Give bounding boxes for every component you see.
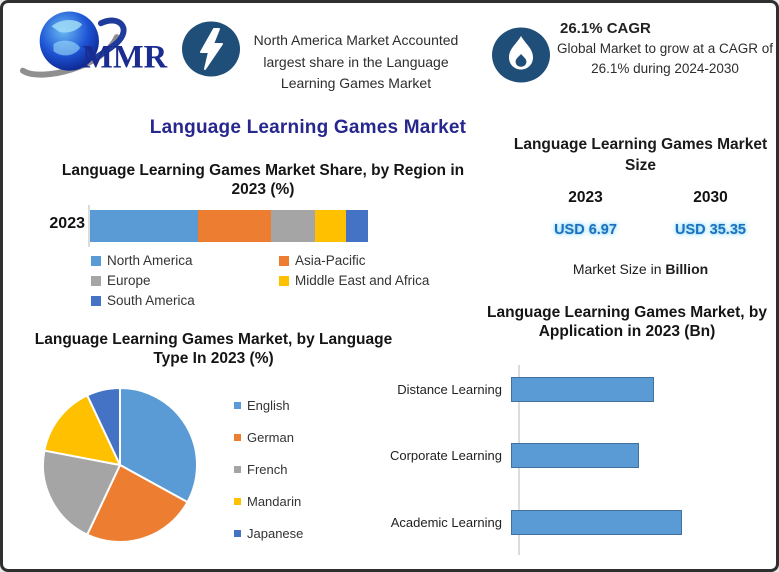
legend-label: South America (107, 293, 195, 308)
value-2030: USD 35.35 (675, 222, 746, 238)
legend-label: Europe (107, 273, 151, 288)
app-category-label: Distance Learning (397, 382, 502, 397)
legend-marker (234, 402, 241, 409)
app-row-distance-learning (383, 377, 775, 402)
legend-label: North America (107, 253, 193, 268)
header-highlight-text: North America Market Accounted largest share in the Language Learning Games Market (253, 32, 459, 92)
region-year-label: 2023 (49, 215, 85, 232)
legend-label: English (247, 397, 290, 413)
application-chart-title: Language Learning Games Market, by Application in 2023 (Bn) (487, 304, 767, 341)
legend-label: Japanese (247, 525, 304, 541)
region-stacked-bar (90, 210, 368, 242)
legend-item-english (234, 389, 354, 421)
legend-item-europe (91, 273, 279, 288)
bar-segment-middle-east-and-africa (315, 210, 346, 242)
legend-label: French (247, 461, 288, 477)
logo-text: MMR (82, 39, 168, 76)
market-size-note-prefix: Market Size in (572, 261, 666, 277)
app-plot-area (511, 510, 766, 535)
region-legend (91, 253, 463, 308)
legend-marker (234, 434, 241, 441)
legend-marker (91, 256, 101, 266)
page-title: Language Learning Games Market (149, 117, 467, 138)
legend-label: Asia-Pacific (295, 253, 366, 268)
legend-marker (91, 296, 101, 306)
legend-item-asia-pacific (279, 253, 463, 268)
app-row-academic-learning (383, 510, 775, 535)
language-type-pie (40, 385, 200, 545)
legend-label: German (247, 429, 294, 445)
flame-icon (491, 26, 551, 84)
app-bar-corporate-learning (511, 443, 639, 468)
bar-segment-asia-pacific (198, 210, 270, 242)
lightning-icon (181, 20, 241, 78)
year-2023-label: 2023 (568, 189, 603, 206)
app-plot-area (511, 443, 766, 468)
app-row-corporate-learning (383, 443, 775, 468)
year-2030-label: 2030 (693, 189, 728, 206)
legend-marker (91, 276, 101, 286)
legend-marker (234, 530, 241, 537)
market-size-years (523, 189, 773, 207)
legend-marker (234, 466, 241, 473)
pie-legend (234, 389, 354, 549)
legend-item-north-america (91, 253, 279, 268)
legend-label: Mandarin (247, 493, 302, 509)
legend-item-middle-east-and-africa (279, 273, 463, 288)
cagr-body: Global Market to grow at a CAGR of 26.1% during 2024-2030 (556, 41, 774, 76)
market-size-note-unit: Billion (665, 261, 709, 277)
legend-item-german (234, 421, 354, 453)
market-size-note (508, 261, 773, 277)
legend-marker (234, 498, 241, 505)
app-bar-academic-learning (511, 510, 682, 535)
app-category-label: Corporate Learning (389, 448, 502, 463)
legend-item-south-america (91, 293, 279, 308)
legend-label: Middle East and Africa (295, 273, 430, 288)
cagr-title: 26.1% CAGR (560, 20, 651, 37)
bar-segment-south-america (346, 210, 368, 242)
bar-segment-north-america (90, 210, 198, 242)
app-bar-distance-learning (511, 377, 654, 402)
market-size-values (523, 222, 773, 238)
bar-segment-europe (271, 210, 315, 242)
legend-item-mandarin (234, 485, 354, 517)
value-2023: USD 6.97 (554, 222, 617, 238)
pie-chart-title: Language Learning Games Market, by Language Type In 2023 (%) (34, 331, 393, 368)
app-category-label: Academic Learning (390, 515, 502, 530)
cagr-block (554, 20, 776, 78)
region-chart-title: Language Learning Games Market Share, by Region in 2023 (%) (61, 162, 465, 199)
app-plot-area (511, 377, 766, 402)
market-size-title: Language Learning Games Market Size (513, 136, 768, 174)
legend-item-japanese (234, 517, 354, 549)
legend-marker (279, 276, 289, 286)
legend-marker (279, 256, 289, 266)
legend-item-french (234, 453, 354, 485)
mmr-logo (15, 7, 173, 85)
